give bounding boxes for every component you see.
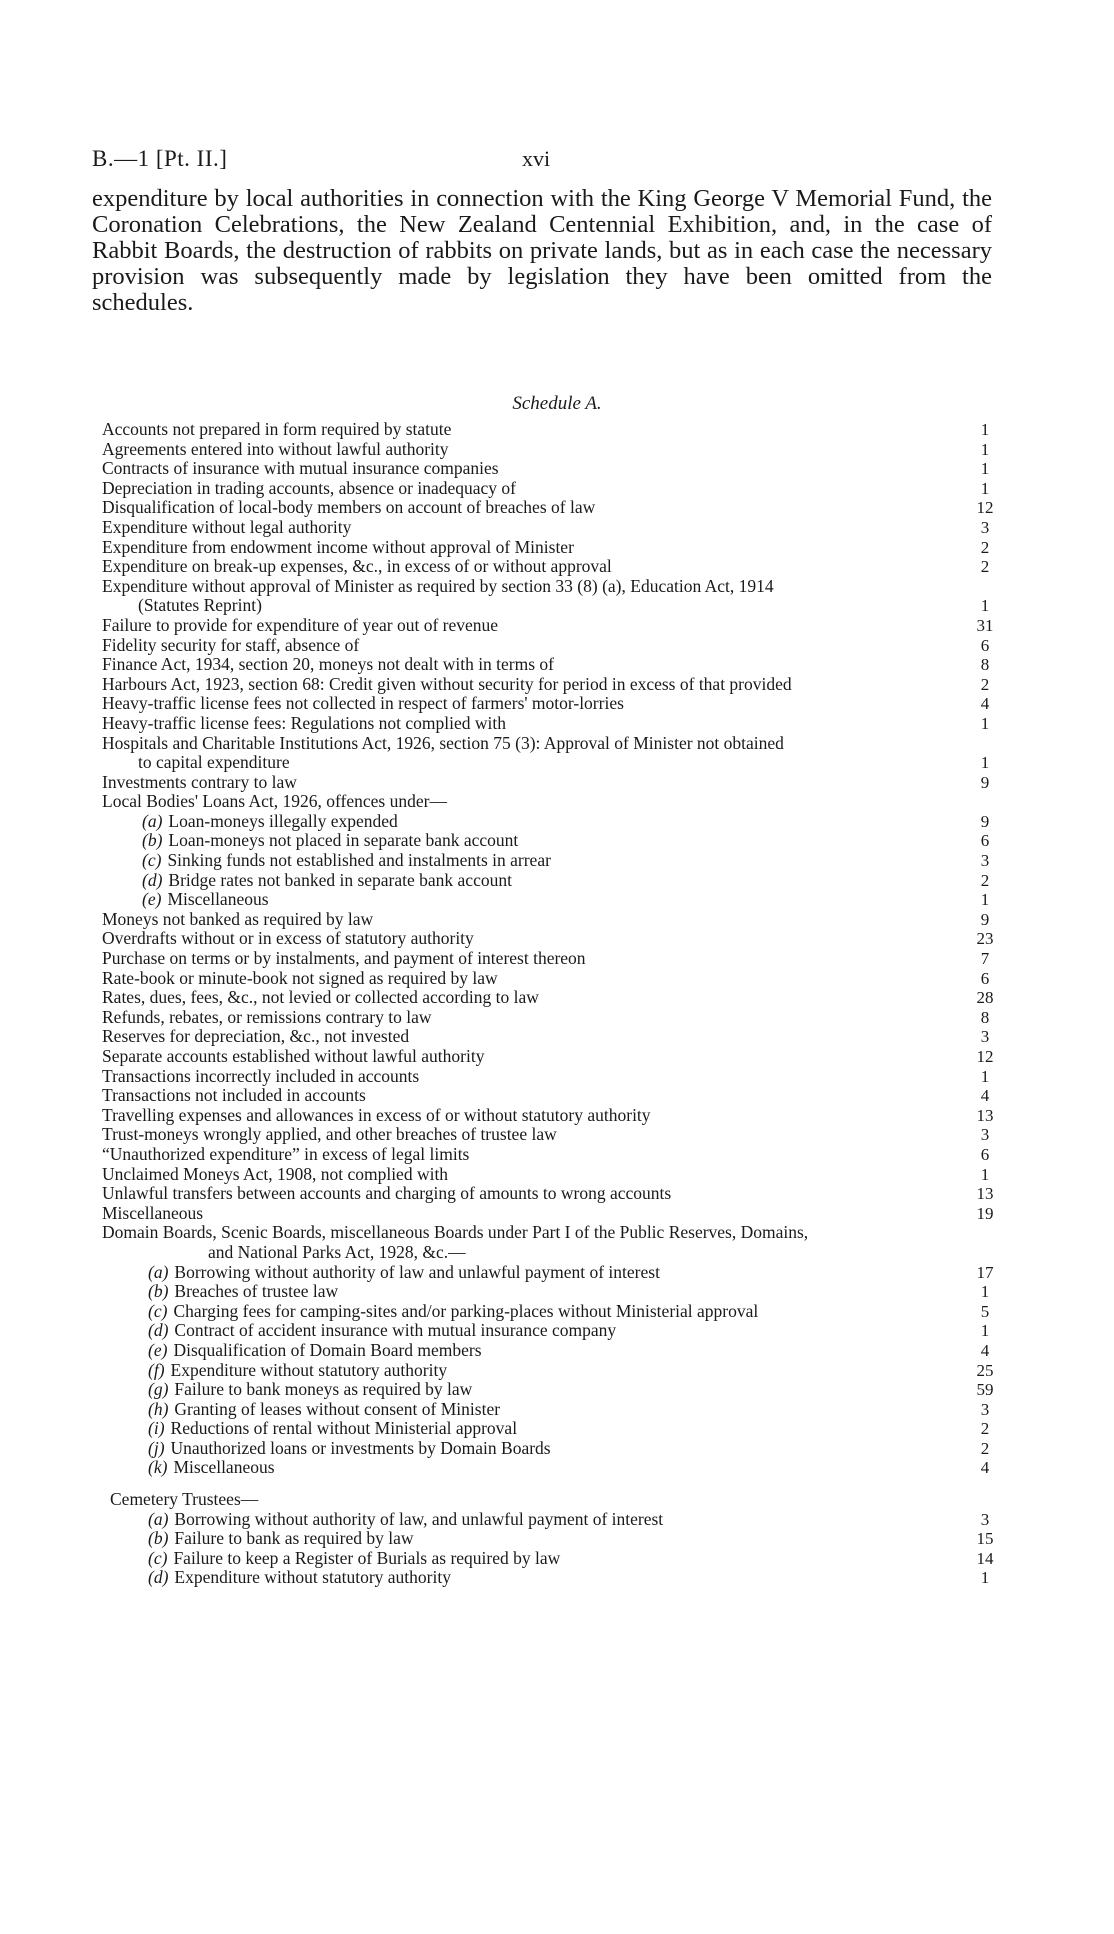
row-count: 19 bbox=[976, 1203, 994, 1223]
row-text bbox=[102, 498, 595, 518]
row-description: to capital expenditure bbox=[138, 752, 290, 773]
row-text bbox=[148, 1439, 551, 1459]
row-description: Domain Boards, Scenic Boards, miscellaneous Boards under Part I of the Public Reserves, Domains, bbox=[102, 1222, 809, 1243]
row-text bbox=[102, 1204, 203, 1224]
row-description: Separate accounts established without lawful authority bbox=[102, 1046, 485, 1066]
schedule-row bbox=[0, 1321, 1114, 1341]
schedule-row bbox=[0, 1302, 1114, 1322]
row-description: Granting of leases without consent of Minister bbox=[174, 1398, 501, 1419]
schedule-row bbox=[0, 1106, 1114, 1126]
schedule-row bbox=[0, 1086, 1114, 1106]
row-label: (d) bbox=[148, 1320, 169, 1341]
row-count: 1 bbox=[980, 420, 990, 439]
row-description: Loan-moneys not placed in separate bank account bbox=[168, 830, 519, 851]
row-text bbox=[110, 1490, 258, 1510]
row-description: Agreements entered into without lawful authority bbox=[102, 438, 449, 459]
schedule-row bbox=[0, 459, 1114, 479]
schedule-row bbox=[0, 1204, 1114, 1224]
row-count: 6 bbox=[980, 968, 990, 988]
schedule-row bbox=[0, 1510, 1114, 1530]
row-count: 6 bbox=[980, 831, 990, 851]
schedule-row bbox=[0, 1067, 1114, 1087]
row-description: Depreciation in trading accounts, absence or inadequacy of bbox=[102, 477, 516, 498]
row-label: (h) bbox=[148, 1398, 169, 1419]
row-count: 1 bbox=[980, 1568, 990, 1588]
row-count: 31 bbox=[976, 615, 994, 635]
schedule-row bbox=[0, 1568, 1114, 1588]
row-description: Miscellaneous bbox=[102, 1202, 204, 1223]
schedule-row bbox=[0, 694, 1114, 714]
row-label: (j) bbox=[148, 1437, 165, 1458]
row-description: Accounts not prepared in form required by statute bbox=[102, 419, 452, 439]
schedule-row bbox=[0, 1125, 1114, 1145]
schedule-row bbox=[0, 1419, 1114, 1439]
row-description: Contract of accident insurance with mutual insurance company bbox=[174, 1320, 617, 1341]
schedule-row bbox=[0, 969, 1114, 989]
schedule-row bbox=[0, 1027, 1114, 1047]
row-description: Contracts of insurance with mutual insurance companies bbox=[102, 458, 499, 479]
row-text bbox=[102, 1008, 432, 1028]
row-text bbox=[148, 1361, 447, 1381]
row-text bbox=[148, 1263, 660, 1283]
row-count: 59 bbox=[976, 1380, 994, 1400]
row-count: 1 bbox=[980, 439, 990, 459]
row-text bbox=[102, 616, 498, 636]
row-text bbox=[102, 694, 624, 714]
schedule-row bbox=[0, 1047, 1114, 1067]
row-text bbox=[148, 1321, 616, 1341]
row-description: Miscellaneous bbox=[167, 889, 269, 910]
row-text bbox=[102, 655, 554, 675]
schedule-row bbox=[0, 1282, 1114, 1302]
row-count: 9 bbox=[980, 909, 990, 929]
row-count: 3 bbox=[980, 1027, 990, 1047]
row-description: Trust-moneys wrongly applied, and other breaches of trustee law bbox=[102, 1124, 557, 1145]
row-text bbox=[102, 1047, 484, 1067]
row-text bbox=[208, 1243, 466, 1263]
row-description: (Statutes Reprint) bbox=[138, 595, 262, 616]
row-description: Moneys not banked as required by law bbox=[102, 908, 374, 929]
row-count: 4 bbox=[980, 1458, 990, 1478]
row-count: 1 bbox=[980, 713, 990, 733]
row-text bbox=[102, 1106, 651, 1126]
row-count: 1 bbox=[980, 1321, 990, 1341]
row-description: Local Bodies' Loans Act, 1926, offences under— bbox=[102, 791, 447, 812]
schedule-row bbox=[0, 1223, 1114, 1243]
row-text bbox=[148, 1419, 517, 1439]
row-text bbox=[142, 890, 269, 910]
row-count: 2 bbox=[980, 1438, 990, 1458]
row-count: 15 bbox=[976, 1529, 994, 1549]
row-description: Overdrafts without or in excess of statutory authority bbox=[102, 928, 474, 949]
row-text bbox=[102, 440, 449, 460]
row-count: 1 bbox=[980, 890, 990, 910]
row-description: Disqualification of local-body members on account of breaches of law bbox=[102, 497, 596, 518]
row-text bbox=[102, 1125, 557, 1145]
row-count: 4 bbox=[980, 694, 990, 714]
row-text bbox=[142, 831, 518, 851]
row-text bbox=[102, 734, 784, 754]
row-text bbox=[102, 1145, 469, 1165]
row-text bbox=[102, 675, 792, 695]
row-description: Unauthorized loans or investments by Domain Boards bbox=[170, 1437, 551, 1458]
row-count: 1 bbox=[980, 596, 990, 616]
row-label: (g) bbox=[148, 1379, 169, 1400]
schedule-row bbox=[0, 1439, 1114, 1459]
row-description: Heavy-traffic license fees not collected in respect of farmers' motor-lorries bbox=[102, 693, 624, 714]
schedule-row bbox=[0, 498, 1114, 518]
schedule-row bbox=[0, 440, 1114, 460]
schedule-row bbox=[0, 479, 1114, 499]
row-count: 3 bbox=[980, 851, 990, 871]
row-description: Rates, dues, fees, &c., not levied or collected according to law bbox=[102, 987, 539, 1008]
row-description: Reserves for depreciation, &c., not invested bbox=[102, 1026, 410, 1047]
row-count: 12 bbox=[976, 1047, 994, 1066]
row-description: Failure to provide for expenditure of year out of revenue bbox=[102, 614, 499, 635]
row-count: 17 bbox=[976, 1262, 994, 1282]
schedule-row bbox=[0, 831, 1114, 851]
row-text bbox=[102, 1223, 808, 1243]
schedule-row bbox=[0, 792, 1114, 812]
row-text bbox=[102, 636, 359, 656]
row-count: 2 bbox=[980, 1419, 990, 1439]
row-text bbox=[142, 871, 512, 891]
row-description: Expenditure on break-up expenses, &c., in excess of or without approval bbox=[102, 556, 612, 577]
row-text bbox=[102, 910, 373, 930]
row-description: Bridge rates not banked in separate bank account bbox=[168, 869, 512, 890]
row-text bbox=[148, 1282, 338, 1302]
row-label: (k) bbox=[148, 1457, 168, 1478]
row-text bbox=[102, 518, 351, 538]
row-description: Expenditure without approval of Minister as required by section 33 (8) (a), Education Act, 1914 bbox=[102, 575, 774, 596]
row-count: 4 bbox=[980, 1086, 990, 1106]
schedule-row bbox=[0, 949, 1114, 969]
row-text bbox=[102, 420, 451, 440]
row-label: (c) bbox=[148, 1300, 168, 1321]
row-count: 8 bbox=[980, 655, 990, 675]
row-text bbox=[148, 1458, 275, 1478]
row-count: 5 bbox=[980, 1301, 990, 1321]
row-description: Failure to bank moneys as required by law bbox=[174, 1379, 473, 1400]
row-text bbox=[148, 1302, 758, 1322]
row-label: (b) bbox=[148, 1281, 169, 1302]
row-description: Borrowing without authority of law, and unlawful payment of interest bbox=[174, 1508, 664, 1529]
row-text bbox=[142, 851, 551, 871]
row-description: Miscellaneous bbox=[173, 1457, 275, 1478]
schedule-row bbox=[0, 616, 1114, 636]
schedule-row bbox=[0, 1165, 1114, 1185]
row-count: 14 bbox=[976, 1548, 994, 1568]
row-count: 3 bbox=[980, 517, 990, 537]
row-description: Disqualification of Domain Board members bbox=[173, 1339, 482, 1360]
schedule-row bbox=[0, 420, 1114, 440]
schedule-row bbox=[0, 714, 1114, 734]
row-description: Hospitals and Charitable Institutions Act, 1926, section 75 (3): Approval of Minister not obtained bbox=[102, 732, 784, 753]
schedule-row bbox=[0, 1263, 1114, 1283]
schedule-row bbox=[0, 538, 1114, 558]
row-description: Loan-moneys illegally expended bbox=[168, 810, 398, 831]
row-label: (f) bbox=[148, 1359, 165, 1380]
row-text bbox=[102, 1165, 448, 1185]
schedule-row bbox=[0, 577, 1114, 597]
row-count: 13 bbox=[976, 1184, 994, 1204]
row-description: Travelling expenses and allowances in excess of or without statutory authority bbox=[102, 1104, 651, 1125]
schedule-title: Schedule A. bbox=[512, 393, 602, 414]
row-count: 8 bbox=[980, 1007, 990, 1027]
page-header bbox=[92, 146, 1022, 178]
row-count: 2 bbox=[980, 557, 990, 577]
row-text bbox=[102, 479, 516, 499]
row-text bbox=[102, 538, 574, 558]
row-label: (a) bbox=[148, 1261, 169, 1282]
row-label: (b) bbox=[142, 830, 163, 851]
row-description: Fidelity security for staff, absence of bbox=[102, 634, 360, 655]
row-description: Rate-book or minute-book not signed as required by law bbox=[102, 967, 498, 988]
row-count: 1 bbox=[980, 478, 990, 498]
row-count: 6 bbox=[980, 1144, 990, 1164]
row-text bbox=[142, 812, 398, 832]
document-reference: B.—1 [Pt. II.] bbox=[92, 146, 228, 171]
row-count: 25 bbox=[976, 1360, 994, 1380]
row-count: 9 bbox=[980, 811, 990, 831]
schedule-row bbox=[0, 518, 1114, 538]
row-description: Borrowing without authority of law and unlawful payment of interest bbox=[174, 1261, 660, 1282]
row-description: “Unauthorized expenditure” in excess of legal limits bbox=[102, 1143, 470, 1164]
schedule-row bbox=[0, 557, 1114, 577]
schedule-row bbox=[0, 596, 1114, 616]
row-description: Refunds, rebates, or remissions contrary to law bbox=[102, 1006, 432, 1027]
row-description: Expenditure without statutory authority bbox=[174, 1567, 451, 1588]
row-text bbox=[102, 792, 447, 812]
row-text bbox=[148, 1400, 500, 1420]
row-label: (d) bbox=[142, 869, 163, 890]
row-description: Purchase on terms or by instalments, and payment of interest thereon bbox=[102, 948, 586, 969]
row-count: 4 bbox=[980, 1340, 990, 1360]
row-text bbox=[102, 1027, 409, 1047]
row-text bbox=[148, 1568, 451, 1588]
row-label: (b) bbox=[148, 1528, 169, 1549]
row-text bbox=[148, 1549, 560, 1569]
row-description: Finance Act, 1934, section 20, moneys not dealt with in terms of bbox=[102, 654, 555, 675]
row-text bbox=[148, 1380, 472, 1400]
row-label: (a) bbox=[148, 1508, 169, 1529]
row-count: 1 bbox=[980, 1282, 990, 1302]
row-text bbox=[102, 557, 612, 577]
row-text bbox=[138, 596, 262, 616]
schedule-row bbox=[0, 1380, 1114, 1400]
row-text bbox=[102, 929, 474, 949]
row-label: (d) bbox=[148, 1567, 169, 1588]
schedule-row bbox=[0, 988, 1114, 1008]
intro-paragraph: expenditure by local authorities in connection with the King George V Memorial Fund, the Coronation Celebrations, the New Zealand Centennial Exhibition, and, in the case of Rabbit Boards, the destruction of rabbits on private lands, but as in each case the necessary provision was subsequently made by legislation they have been omitted from the schedules. bbox=[92, 185, 992, 316]
schedule-row bbox=[0, 734, 1114, 754]
row-count: 7 bbox=[980, 949, 990, 969]
schedule-row bbox=[0, 1400, 1114, 1420]
schedule-row bbox=[0, 1549, 1114, 1569]
row-text bbox=[102, 577, 774, 597]
row-count: 1 bbox=[980, 459, 990, 479]
row-description: Transactions not included in accounts bbox=[102, 1085, 366, 1106]
schedule-row bbox=[0, 851, 1114, 871]
row-label: (e) bbox=[148, 1339, 168, 1360]
schedule-row bbox=[0, 812, 1114, 832]
row-description: Failure to keep a Register of Burials as required by law bbox=[173, 1547, 561, 1568]
schedule-row bbox=[0, 1184, 1114, 1204]
row-description: Reductions of rental without Ministerial approval bbox=[170, 1418, 518, 1439]
schedule-row bbox=[0, 1490, 1114, 1510]
row-text bbox=[102, 1067, 419, 1087]
row-text bbox=[148, 1341, 482, 1361]
schedule-list bbox=[0, 420, 1114, 1588]
row-count: 9 bbox=[980, 772, 990, 792]
row-description: Expenditure without statutory authority bbox=[170, 1359, 448, 1380]
row-count: 6 bbox=[980, 635, 990, 655]
schedule-row bbox=[0, 871, 1114, 891]
row-count: 2 bbox=[980, 674, 990, 694]
schedule-row bbox=[0, 1145, 1114, 1165]
row-description: Sinking funds not established and instalments in arrear bbox=[167, 850, 551, 871]
schedule-row bbox=[0, 910, 1114, 930]
row-description: Cemetery Trustees— bbox=[110, 1489, 259, 1510]
row-count: 12 bbox=[976, 498, 994, 518]
row-label: (c) bbox=[148, 1547, 168, 1568]
row-text bbox=[102, 969, 498, 989]
schedule-row bbox=[0, 929, 1114, 949]
row-description: Investments contrary to law bbox=[102, 771, 297, 792]
row-text bbox=[102, 714, 506, 734]
row-description: and National Parks Act, 1928, &c.— bbox=[208, 1241, 466, 1262]
row-text bbox=[102, 1184, 671, 1204]
row-label: (e) bbox=[142, 889, 162, 910]
row-text bbox=[102, 1086, 366, 1106]
row-count: 13 bbox=[976, 1105, 994, 1125]
page-number: xvi bbox=[522, 146, 551, 171]
schedule-row bbox=[0, 1529, 1114, 1549]
row-description: Breaches of trustee law bbox=[174, 1281, 339, 1302]
row-label: (a) bbox=[142, 810, 163, 831]
row-count: 1 bbox=[980, 1164, 990, 1184]
schedule-row bbox=[0, 1458, 1114, 1478]
row-count: 3 bbox=[980, 1125, 990, 1145]
row-count: 2 bbox=[980, 870, 990, 890]
row-text bbox=[102, 988, 539, 1008]
row-count: 3 bbox=[980, 1509, 990, 1529]
schedule-row bbox=[0, 890, 1114, 910]
schedule-row bbox=[0, 675, 1114, 695]
row-count: 2 bbox=[980, 537, 990, 557]
schedule-row bbox=[0, 753, 1114, 773]
row-label: (i) bbox=[148, 1418, 165, 1439]
row-text bbox=[148, 1510, 663, 1530]
row-description: Unclaimed Moneys Act, 1908, not complied with bbox=[102, 1163, 449, 1184]
row-description: Unlawful transfers between accounts and charging of amounts to wrong accounts bbox=[102, 1183, 672, 1204]
schedule-row bbox=[0, 1008, 1114, 1028]
row-text bbox=[102, 773, 297, 793]
schedule-row bbox=[0, 773, 1114, 793]
row-description: Expenditure from endowment income without approval of Minister bbox=[102, 536, 574, 557]
schedule-row bbox=[0, 636, 1114, 656]
row-text bbox=[102, 949, 586, 969]
row-description: Charging fees for camping-sites and/or parking-places without Ministerial approval bbox=[173, 1300, 759, 1321]
schedule-row bbox=[0, 1341, 1114, 1361]
row-description: Expenditure without legal authority bbox=[102, 516, 352, 537]
row-label: (c) bbox=[142, 850, 162, 871]
schedule-row bbox=[0, 1243, 1114, 1263]
row-count: 28 bbox=[976, 988, 994, 1008]
row-count: 1 bbox=[980, 753, 990, 773]
row-text bbox=[102, 459, 499, 479]
row-text bbox=[138, 753, 290, 773]
row-description: Transactions incorrectly included in accounts bbox=[102, 1065, 420, 1086]
schedule-row bbox=[0, 1361, 1114, 1381]
row-description: Failure to bank as required by law bbox=[174, 1528, 414, 1549]
row-count: 3 bbox=[980, 1399, 990, 1419]
row-description: Heavy-traffic license fees: Regulations not complied with bbox=[102, 712, 506, 733]
row-text bbox=[148, 1529, 414, 1549]
row-count: 23 bbox=[976, 929, 994, 949]
row-description: Harbours Act, 1923, section 68: Credit given without security for period in excess of that provided bbox=[102, 673, 792, 694]
schedule-row bbox=[0, 655, 1114, 675]
row-count: 1 bbox=[980, 1066, 990, 1086]
